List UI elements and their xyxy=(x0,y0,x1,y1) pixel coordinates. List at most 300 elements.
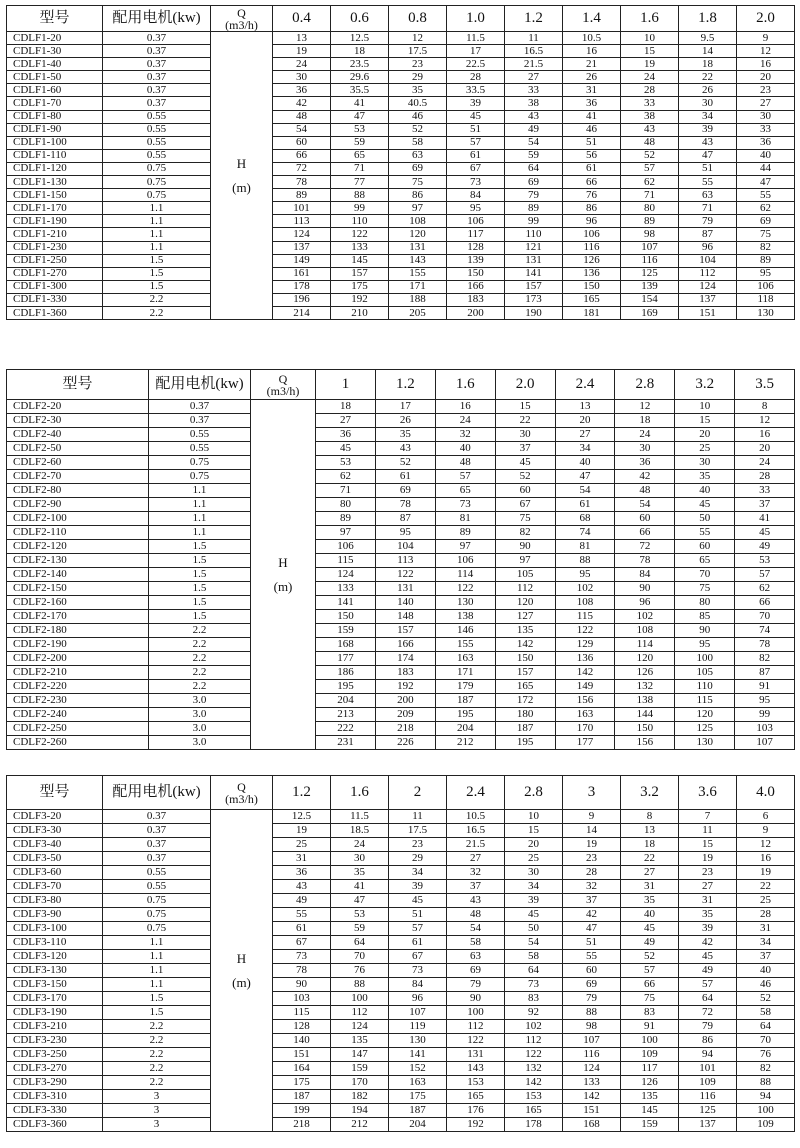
head-value-cell: 124 xyxy=(316,568,376,582)
head-value-cell: 165 xyxy=(505,1104,563,1118)
motor-cell: 3 xyxy=(103,1090,211,1104)
motor-cell: 0.37 xyxy=(103,45,211,58)
head-value-cell: 47 xyxy=(331,894,389,908)
head-value-cell: 89 xyxy=(435,526,495,540)
head-value-cell: 200 xyxy=(447,306,505,319)
table-row xyxy=(7,708,795,722)
head-value-cell: 37 xyxy=(495,442,555,456)
motor-cell: 0.55 xyxy=(149,428,251,442)
model-cell: CDLF1-20 xyxy=(7,32,103,45)
table-row xyxy=(7,568,795,582)
head-value-cell: 6 xyxy=(737,810,795,824)
head-value-cell: 45 xyxy=(621,922,679,936)
head-value-cell: 79 xyxy=(679,1020,737,1034)
head-label: H xyxy=(236,155,247,171)
head-value-cell: 84 xyxy=(447,189,505,202)
head-value-cell: 129 xyxy=(555,638,615,652)
head-value-cell: 35.5 xyxy=(331,84,389,97)
head-value-cell: 22 xyxy=(495,414,555,428)
head-value-cell: 73 xyxy=(447,176,505,189)
head-value-cell: 82 xyxy=(735,652,795,666)
head-value-cell: 120 xyxy=(389,228,447,241)
table-row xyxy=(7,1062,795,1076)
model-cell: CDLF3-270 xyxy=(7,1062,103,1076)
head-value-cell: 148 xyxy=(375,610,435,624)
head-value-cell: 33 xyxy=(621,97,679,110)
head-value-cell: 56 xyxy=(563,149,621,162)
head-value-cell: 22 xyxy=(737,880,795,894)
motor-cell: 1.5 xyxy=(149,610,251,624)
head-value-cell: 157 xyxy=(505,280,563,293)
flow-value-header: 1.2 xyxy=(273,776,331,810)
motor-cell: 2.2 xyxy=(103,306,211,319)
head-value-cell: 23 xyxy=(389,58,447,71)
head-value-cell: 200 xyxy=(375,694,435,708)
head-value-cell: 10.5 xyxy=(447,810,505,824)
head-value-cell: 37 xyxy=(447,880,505,894)
model-cell: CDLF1-150 xyxy=(7,189,103,202)
head-value-cell: 13 xyxy=(555,400,615,414)
head-value-cell: 183 xyxy=(375,666,435,680)
head-value-cell: 28 xyxy=(563,866,621,880)
head-value-cell: 45 xyxy=(316,442,376,456)
head-value-cell: 169 xyxy=(621,306,679,319)
head-value-cell: 30 xyxy=(737,110,795,123)
motor-column-header: 配用电机(kw) xyxy=(103,6,211,32)
head-value-cell: 150 xyxy=(495,652,555,666)
head-value-cell: 95 xyxy=(675,638,735,652)
head-value-cell: 159 xyxy=(621,1118,679,1132)
head-value-cell: 9 xyxy=(563,810,621,824)
head-value-cell: 60 xyxy=(563,964,621,978)
head-value-cell: 17.5 xyxy=(389,824,447,838)
model-cell: CDLF3-60 xyxy=(7,866,103,880)
flow-value-header: 0.8 xyxy=(389,6,447,32)
head-value-cell: 150 xyxy=(316,610,376,624)
head-value-cell: 40 xyxy=(737,149,795,162)
model-cell: CDLF2-250 xyxy=(7,722,149,736)
head-value-cell: 159 xyxy=(331,1062,389,1076)
head-value-cell: 90 xyxy=(675,624,735,638)
head-value-cell: 59 xyxy=(505,149,563,162)
table-row xyxy=(7,610,795,624)
head-value-cell: 30 xyxy=(679,97,737,110)
table-row xyxy=(7,45,795,58)
head-value-cell: 78 xyxy=(735,638,795,652)
table-row xyxy=(7,936,795,950)
head-value-cell: 78 xyxy=(273,964,331,978)
model-cell: CDLF2-210 xyxy=(7,666,149,680)
table-row xyxy=(7,880,795,894)
head-value-cell: 25 xyxy=(273,838,331,852)
table-row xyxy=(7,1034,795,1048)
head-value-cell: 195 xyxy=(495,736,555,750)
head-value-cell: 60 xyxy=(615,512,675,526)
table-row xyxy=(7,414,795,428)
head-value-cell: 45 xyxy=(675,498,735,512)
head-value-cell: 144 xyxy=(615,708,675,722)
head-value-cell: 49 xyxy=(621,936,679,950)
head-value-cell: 12 xyxy=(615,400,675,414)
head-value-cell: 54 xyxy=(273,123,331,136)
head-value-cell: 60 xyxy=(273,136,331,149)
head-value-cell: 116 xyxy=(621,254,679,267)
head-value-cell: 106 xyxy=(563,228,621,241)
head-value-cell: 54 xyxy=(505,136,563,149)
table-row xyxy=(7,228,795,241)
head-value-cell: 59 xyxy=(331,922,389,936)
head-value-cell: 147 xyxy=(331,1048,389,1062)
head-axis-label xyxy=(211,32,273,320)
model-cell: CDLF2-170 xyxy=(7,610,149,624)
head-value-cell: 94 xyxy=(679,1048,737,1062)
head-value-cell: 17.5 xyxy=(389,45,447,58)
head-value-cell: 196 xyxy=(273,293,331,306)
head-value-cell: 102 xyxy=(555,582,615,596)
head-value-cell: 40.5 xyxy=(389,97,447,110)
head-value-cell: 100 xyxy=(621,1034,679,1048)
head-value-cell: 157 xyxy=(495,666,555,680)
model-cell: CDLF1-30 xyxy=(7,45,103,58)
head-value-cell: 83 xyxy=(505,992,563,1006)
head-value-cell: 65 xyxy=(435,484,495,498)
model-cell: CDLF3-110 xyxy=(7,936,103,950)
head-value-cell: 106 xyxy=(447,215,505,228)
head-value-cell: 27 xyxy=(505,71,563,84)
head-value-cell: 79 xyxy=(679,215,737,228)
head-value-cell: 9 xyxy=(737,824,795,838)
head-value-cell: 70 xyxy=(737,1034,795,1048)
head-value-cell: 112 xyxy=(495,582,555,596)
head-value-cell: 145 xyxy=(621,1104,679,1118)
head-value-cell: 33 xyxy=(735,484,795,498)
head-value-cell: 57 xyxy=(735,568,795,582)
head-value-cell: 116 xyxy=(679,1090,737,1104)
head-value-cell: 133 xyxy=(316,582,376,596)
head-value-cell: 38 xyxy=(621,110,679,123)
motor-cell: 1.5 xyxy=(103,267,211,280)
table-row xyxy=(7,526,795,540)
head-value-cell: 105 xyxy=(675,666,735,680)
motor-cell: 0.55 xyxy=(103,149,211,162)
head-value-cell: 180 xyxy=(495,708,555,722)
head-value-cell: 131 xyxy=(375,582,435,596)
motor-cell: 0.55 xyxy=(149,442,251,456)
head-value-cell: 14 xyxy=(563,824,621,838)
head-value-cell: 43 xyxy=(447,894,505,908)
head-value-cell: 95 xyxy=(375,526,435,540)
head-value-cell: 16.5 xyxy=(505,45,563,58)
table-row xyxy=(7,694,795,708)
head-value-cell: 136 xyxy=(563,267,621,280)
head-value-cell: 96 xyxy=(679,241,737,254)
head-value-cell: 97 xyxy=(316,526,376,540)
head-value-cell: 133 xyxy=(563,1076,621,1090)
flow-value-header: 0.4 xyxy=(273,6,331,32)
head-value-cell: 64 xyxy=(331,936,389,950)
head-value-cell: 12 xyxy=(737,45,795,58)
head-value-cell: 16 xyxy=(435,400,495,414)
head-value-cell: 166 xyxy=(375,638,435,652)
model-cell: CDLF1-210 xyxy=(7,228,103,241)
head-value-cell: 155 xyxy=(389,267,447,280)
head-value-cell: 69 xyxy=(389,162,447,175)
head-value-cell: 168 xyxy=(563,1118,621,1132)
head-value-cell: 47 xyxy=(555,470,615,484)
head-value-cell: 48 xyxy=(621,136,679,149)
head-value-cell: 29.6 xyxy=(331,71,389,84)
head-value-cell: 176 xyxy=(447,1104,505,1118)
table-row xyxy=(7,149,795,162)
head-value-cell: 70 xyxy=(675,568,735,582)
head-value-cell: 77 xyxy=(331,176,389,189)
flow-axis-header xyxy=(211,776,273,810)
head-value-cell: 10 xyxy=(675,400,735,414)
head-value-cell: 34 xyxy=(737,936,795,950)
motor-column-header: 配用电机(kw) xyxy=(103,776,211,810)
head-value-cell: 231 xyxy=(316,736,376,750)
head-value-cell: 58 xyxy=(505,950,563,964)
head-value-cell: 126 xyxy=(563,254,621,267)
head-value-cell: 60 xyxy=(495,484,555,498)
model-cell: CDLF3-80 xyxy=(7,894,103,908)
motor-cell: 0.37 xyxy=(103,84,211,97)
motor-cell: 2.2 xyxy=(149,624,251,638)
flow-value-header: 1.6 xyxy=(435,370,495,400)
head-value-cell: 87 xyxy=(375,512,435,526)
head-value-cell: 27 xyxy=(679,880,737,894)
head-value-cell: 142 xyxy=(495,638,555,652)
head-value-cell: 88 xyxy=(737,1076,795,1090)
head-value-cell: 73 xyxy=(505,978,563,992)
head-value-cell: 110 xyxy=(505,228,563,241)
head-value-cell: 51 xyxy=(389,908,447,922)
head-value-cell: 94 xyxy=(737,1090,795,1104)
head-value-cell: 157 xyxy=(375,624,435,638)
head-value-cell: 65 xyxy=(675,554,735,568)
head-value-cell: 106 xyxy=(435,554,495,568)
head-value-cell: 63 xyxy=(679,189,737,202)
motor-cell: 1.5 xyxy=(149,582,251,596)
motor-cell: 0.55 xyxy=(103,110,211,123)
head-value-cell: 54 xyxy=(555,484,615,498)
motor-cell: 1.1 xyxy=(149,484,251,498)
table-row xyxy=(7,280,795,293)
pump-table-cdlf2 xyxy=(6,369,795,750)
head-value-cell: 47 xyxy=(331,110,389,123)
head-value-cell: 49 xyxy=(679,964,737,978)
head-value-cell: 55 xyxy=(737,189,795,202)
head-value-cell: 109 xyxy=(679,1076,737,1090)
head-value-cell: 118 xyxy=(737,293,795,306)
motor-cell: 3 xyxy=(103,1118,211,1132)
head-value-cell: 21 xyxy=(563,58,621,71)
head-value-cell: 18 xyxy=(621,838,679,852)
head-value-cell: 15 xyxy=(675,414,735,428)
head-value-cell: 170 xyxy=(331,1076,389,1090)
head-value-cell: 61 xyxy=(389,936,447,950)
head-value-cell: 45 xyxy=(495,456,555,470)
header-row xyxy=(7,370,795,400)
head-value-cell: 187 xyxy=(389,1104,447,1118)
head-value-cell: 39 xyxy=(505,894,563,908)
head-value-cell: 64 xyxy=(737,1020,795,1034)
motor-cell: 1.1 xyxy=(103,964,211,978)
model-cell: CDLF2-180 xyxy=(7,624,149,638)
motor-cell: 0.55 xyxy=(103,880,211,894)
model-cell: CDLF2-160 xyxy=(7,596,149,610)
head-value-cell: 210 xyxy=(331,306,389,319)
head-value-cell: 22 xyxy=(679,71,737,84)
header-row xyxy=(7,776,795,810)
head-value-cell: 132 xyxy=(505,1062,563,1076)
head-value-cell: 138 xyxy=(615,694,675,708)
table-row xyxy=(7,512,795,526)
head-value-cell: 51 xyxy=(563,136,621,149)
model-cell: CDLF3-170 xyxy=(7,992,103,1006)
head-value-cell: 97 xyxy=(435,540,495,554)
head-value-cell: 76 xyxy=(737,1048,795,1062)
head-value-cell: 70 xyxy=(331,950,389,964)
head-value-cell: 178 xyxy=(505,1118,563,1132)
head-value-cell: 55 xyxy=(679,176,737,189)
head-value-cell: 130 xyxy=(675,736,735,750)
head-value-cell: 78 xyxy=(375,498,435,512)
head-value-cell: 41 xyxy=(331,97,389,110)
head-value-cell: 108 xyxy=(389,215,447,228)
motor-cell: 1.1 xyxy=(103,228,211,241)
head-value-cell: 153 xyxy=(505,1090,563,1104)
head-value-cell: 99 xyxy=(331,202,389,215)
motor-cell: 3.0 xyxy=(149,694,251,708)
model-cell: CDLF1-300 xyxy=(7,280,103,293)
head-value-cell: 79 xyxy=(505,189,563,202)
head-value-cell: 32 xyxy=(447,866,505,880)
model-cell: CDLF1-110 xyxy=(7,149,103,162)
head-value-cell: 12 xyxy=(737,838,795,852)
head-value-cell: 137 xyxy=(679,293,737,306)
head-value-cell: 18.5 xyxy=(331,824,389,838)
head-value-cell: 31 xyxy=(621,880,679,894)
head-value-cell: 30 xyxy=(495,428,555,442)
head-value-cell: 156 xyxy=(615,736,675,750)
model-column-header: 型号 xyxy=(7,776,103,810)
head-value-cell: 25 xyxy=(505,852,563,866)
head-value-cell: 125 xyxy=(621,267,679,280)
head-value-cell: 62 xyxy=(621,176,679,189)
head-value-cell: 45 xyxy=(389,894,447,908)
table-row xyxy=(7,950,795,964)
head-value-cell: 11.5 xyxy=(447,32,505,45)
head-value-cell: 61 xyxy=(375,470,435,484)
motor-cell: 1.5 xyxy=(103,1006,211,1020)
head-value-cell: 109 xyxy=(621,1048,679,1062)
head-value-cell: 50 xyxy=(675,512,735,526)
head-value-cell: 11 xyxy=(505,32,563,45)
pump-table-cdlf3 xyxy=(6,775,795,1132)
head-value-cell: 12 xyxy=(389,32,447,45)
motor-column-header: 配用电机(kw) xyxy=(149,370,251,400)
head-value-cell: 69 xyxy=(505,176,563,189)
head-value-cell: 75 xyxy=(675,582,735,596)
table-row xyxy=(7,680,795,694)
table-row xyxy=(7,824,795,838)
head-value-cell: 22 xyxy=(621,852,679,866)
model-cell: CDLF3-30 xyxy=(7,824,103,838)
head-value-cell: 69 xyxy=(737,215,795,228)
head-value-cell: 140 xyxy=(375,596,435,610)
motor-cell: 1.5 xyxy=(149,540,251,554)
head-value-cell: 20 xyxy=(735,442,795,456)
head-value-cell: 36 xyxy=(273,84,331,97)
head-value-cell: 16.5 xyxy=(447,824,505,838)
head-value-cell: 46 xyxy=(737,978,795,992)
head-value-cell: 65 xyxy=(331,149,389,162)
head-value-cell: 57 xyxy=(621,162,679,175)
head-value-cell: 116 xyxy=(563,1048,621,1062)
motor-cell: 0.37 xyxy=(103,852,211,866)
flow-label: Q xyxy=(237,779,246,794)
head-value-cell: 103 xyxy=(735,722,795,736)
head-value-cell: 19 xyxy=(621,58,679,71)
head-value-cell: 11 xyxy=(389,810,447,824)
head-value-cell: 110 xyxy=(675,680,735,694)
head-value-cell: 15 xyxy=(679,838,737,852)
head-value-cell: 141 xyxy=(389,1048,447,1062)
head-value-cell: 122 xyxy=(375,568,435,582)
head-value-cell: 192 xyxy=(331,293,389,306)
head-value-cell: 112 xyxy=(331,1006,389,1020)
flow-value-header: 2.4 xyxy=(447,776,505,810)
head-value-cell: 152 xyxy=(389,1062,447,1076)
head-value-cell: 138 xyxy=(435,610,495,624)
motor-cell: 1.5 xyxy=(103,992,211,1006)
head-value-cell: 73 xyxy=(273,950,331,964)
head-value-cell: 31 xyxy=(737,922,795,936)
head-value-cell: 12.5 xyxy=(331,32,389,45)
head-value-cell: 47 xyxy=(679,149,737,162)
head-value-cell: 79 xyxy=(447,978,505,992)
head-value-cell: 150 xyxy=(447,267,505,280)
head-value-cell: 96 xyxy=(615,596,675,610)
table-row xyxy=(7,241,795,254)
table-row xyxy=(7,498,795,512)
head-value-cell: 26 xyxy=(375,414,435,428)
head-value-cell: 121 xyxy=(505,241,563,254)
flow-value-header: 2.8 xyxy=(505,776,563,810)
table-row xyxy=(7,162,795,175)
head-value-cell: 62 xyxy=(316,470,376,484)
head-value-cell: 137 xyxy=(679,1118,737,1132)
head-value-cell: 10 xyxy=(621,32,679,45)
head-value-cell: 35 xyxy=(389,84,447,97)
head-value-cell: 164 xyxy=(273,1062,331,1076)
head-value-cell: 33 xyxy=(737,123,795,136)
table-row xyxy=(7,202,795,215)
head-value-cell: 28 xyxy=(447,71,505,84)
head-value-cell: 27 xyxy=(555,428,615,442)
head-value-cell: 187 xyxy=(435,694,495,708)
head-value-cell: 35 xyxy=(675,470,735,484)
head-value-cell: 24 xyxy=(331,838,389,852)
table-row xyxy=(7,306,795,319)
head-value-cell: 16 xyxy=(735,428,795,442)
model-cell: CDLF1-270 xyxy=(7,267,103,280)
head-value-cell: 130 xyxy=(435,596,495,610)
model-cell: CDLF3-120 xyxy=(7,950,103,964)
head-value-cell: 23 xyxy=(389,838,447,852)
head-value-cell: 24 xyxy=(621,71,679,84)
